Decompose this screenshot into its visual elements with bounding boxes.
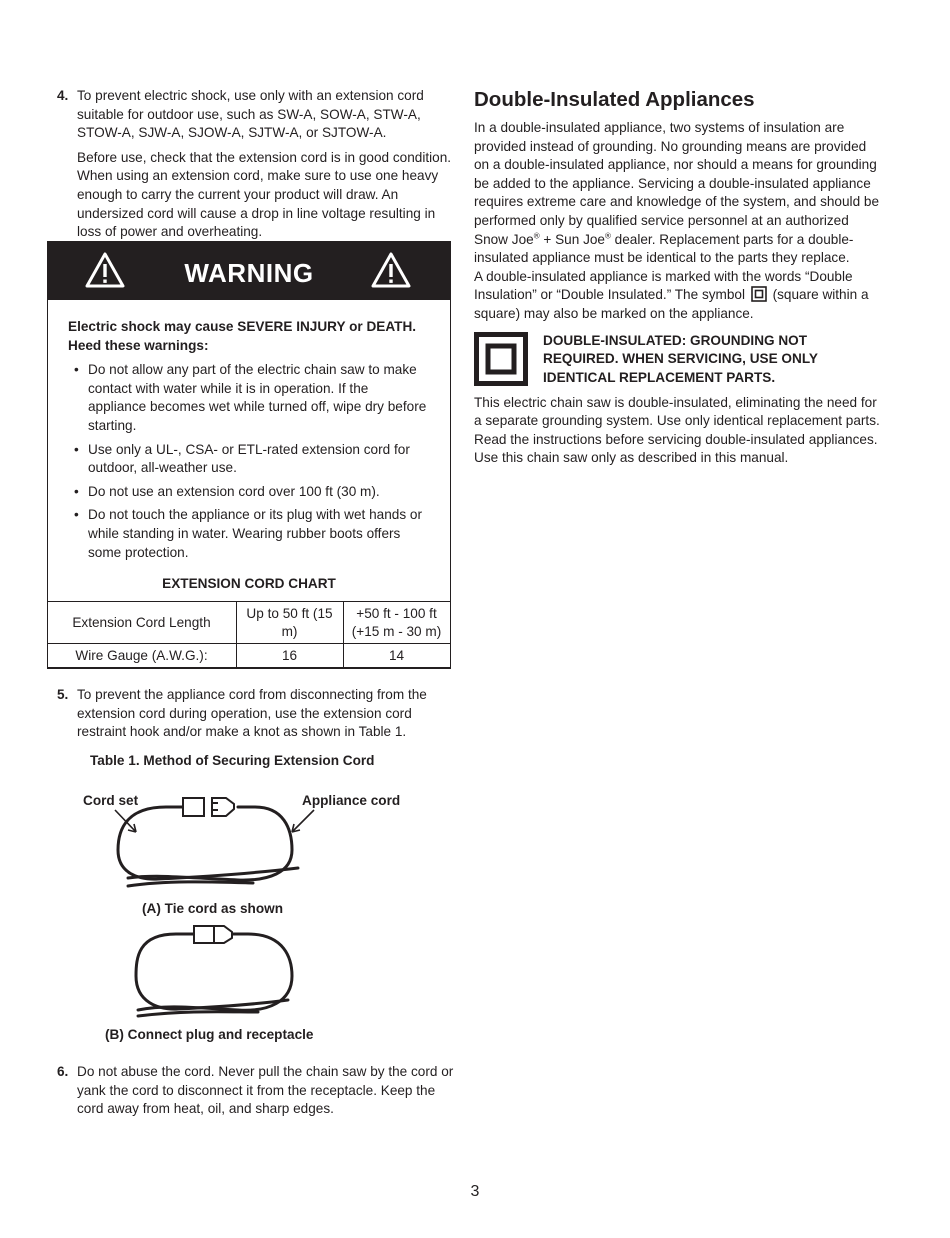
double-insulated-note-text: DOUBLE-INSULATED: GROUNDING NOT REQUIRED. WHEN SERVICING, USE ONLY IDENTICAL REPLACEMENT PARTS. (543, 332, 818, 385)
instruction-item-6 (57, 1063, 457, 1119)
table-cell: Up to 50 ft (15 m) (236, 602, 343, 644)
section-title: Double-Insulated Appliances (474, 88, 755, 111)
extension-cord-chart-title: EXTENSION CORD CHART (162, 576, 336, 591)
warning-triangle-icon (370, 251, 412, 289)
text-run: + Sun Joe (539, 231, 605, 247)
caption-b: (B) Connect plug and receptacle (105, 1027, 314, 1042)
paragraph (474, 119, 884, 268)
warning-body (48, 300, 450, 562)
connected-cord-drawing (136, 934, 292, 1016)
item-6-text: Do not abuse the cord. Never pull the chain saw by the cord or yank the cord to disconnect it from the receptacle. Keep the cord away from heat, oil, and sharp edges. (77, 1064, 454, 1117)
left-column-lower (57, 686, 457, 748)
table-cell: +50 ft - 100 ft (+15 m - 30 m) (343, 602, 450, 644)
right-column (474, 87, 884, 468)
paragraph (474, 268, 884, 324)
instruction-item-5 (57, 686, 457, 742)
warning-header (48, 242, 450, 300)
item-number: 6. (57, 1064, 69, 1079)
tied-cord-drawing (118, 807, 298, 886)
double-insulated-symbol-icon (751, 286, 767, 302)
table-cell: Extension Cord Length (47, 602, 236, 644)
item-number: 4. (57, 88, 69, 103)
table-row (47, 644, 450, 668)
warning-bullet: • Do not allow any part of the electric chain saw to make contact with water while it is in operation. If the appliance becomes wet while turned off, wipe dry before starting. (68, 361, 430, 435)
double-insulated-symbol-icon (474, 332, 528, 386)
table-cell: Wire Gauge (A.W.G.): (47, 644, 236, 668)
warning-title: WARNING (184, 258, 314, 288)
warning-box (47, 241, 451, 669)
text-run: (square within a square) may also be marked on the appliance. (474, 287, 869, 321)
warning-bullet: • Use only a UL-, CSA- or ETL-rated extension cord for outdoor, all-weather use. (68, 441, 430, 478)
extension-cord-table (47, 601, 451, 668)
text-run: In a double-insulated appliance, two systems of insulation are provided instead of grounding. No grounding means are provided on a double-insulated appliance, nor should a means for grounding be added to the appliance. Servicing a double-insulated appliance requires extreme care and knowledge of the system, and should be performed only by qualified service personnel at an authorized Snow Joe (474, 120, 880, 247)
left-column (57, 87, 457, 248)
item-5-text: To prevent the appliance cord from disconnecting from the extension cord during operation, use the extension cord restraint hook and/or make a knot as shown in Table 1. (77, 687, 427, 740)
cord-securing-diagram (78, 788, 418, 1048)
page-number: 3 (470, 1183, 480, 1200)
table-1-title: Table 1. Method of Securing Extension Cord (90, 753, 375, 768)
paragraph: This electric chain saw is double-insulated, eliminating the need for a separate grounding system. Use only identical replacement parts. Read the instructions before servicing double-insulated appliances. Use this chain saw only as described in this manual. (474, 394, 880, 466)
registered-mark: ® (533, 231, 540, 241)
warning-lead: Electric shock may cause SEVERE INJURY or DEATH. Heed these warnings: (68, 319, 417, 353)
item-4-paragraph-1: To prevent electric shock, use only with an extension cord suitable for outdoor use, such as SW-A, SOW-A, STW-A, STOW-A, SJW-A, SJOW-A, SJTW-A, or SJTOW-A. (77, 88, 424, 141)
connected-plug-drawing (194, 926, 232, 943)
warning-bullet: • Do not touch the appliance or its plug with wet hands or while standing in water. Wearing rubber boots offers some protection. (68, 506, 430, 562)
warning-list (68, 361, 430, 562)
instruction-item-4 (57, 87, 457, 242)
warning-bullet: • Do not use an extension cord over 100 ft (30 m). (68, 483, 430, 502)
registered-mark: ® (604, 231, 611, 241)
appliance-cord-label: Appliance cord (302, 793, 401, 808)
double-insulated-note (474, 332, 884, 394)
plug-drawing (183, 798, 234, 816)
left-column-bottom (57, 1063, 457, 1125)
table-cell: 16 (236, 644, 343, 668)
cord-set-label: Cord set (83, 793, 139, 808)
item-number: 5. (57, 687, 69, 702)
table-row (47, 602, 450, 644)
text-run: A double-insulated appliance is marked with the words “Double Insulation” or “Double Insulated.” The symbol (474, 268, 853, 303)
double-insulated-text (474, 119, 884, 324)
caption-a: (A) Tie cord as shown (142, 901, 283, 916)
item-4-paragraph-2: Before use, check that the extension cord is in good condition. When using an extension cord, make sure to use one heavy enough to carry the current your product will draw. An undersized cord will cause a drop in line voltage resulting in loss of power and overheating. (77, 149, 452, 240)
text-run: dealer. Replacement parts for a double-insulated appliance must be identical to the parts they replace. (474, 231, 854, 266)
table-cell: 14 (343, 644, 450, 668)
